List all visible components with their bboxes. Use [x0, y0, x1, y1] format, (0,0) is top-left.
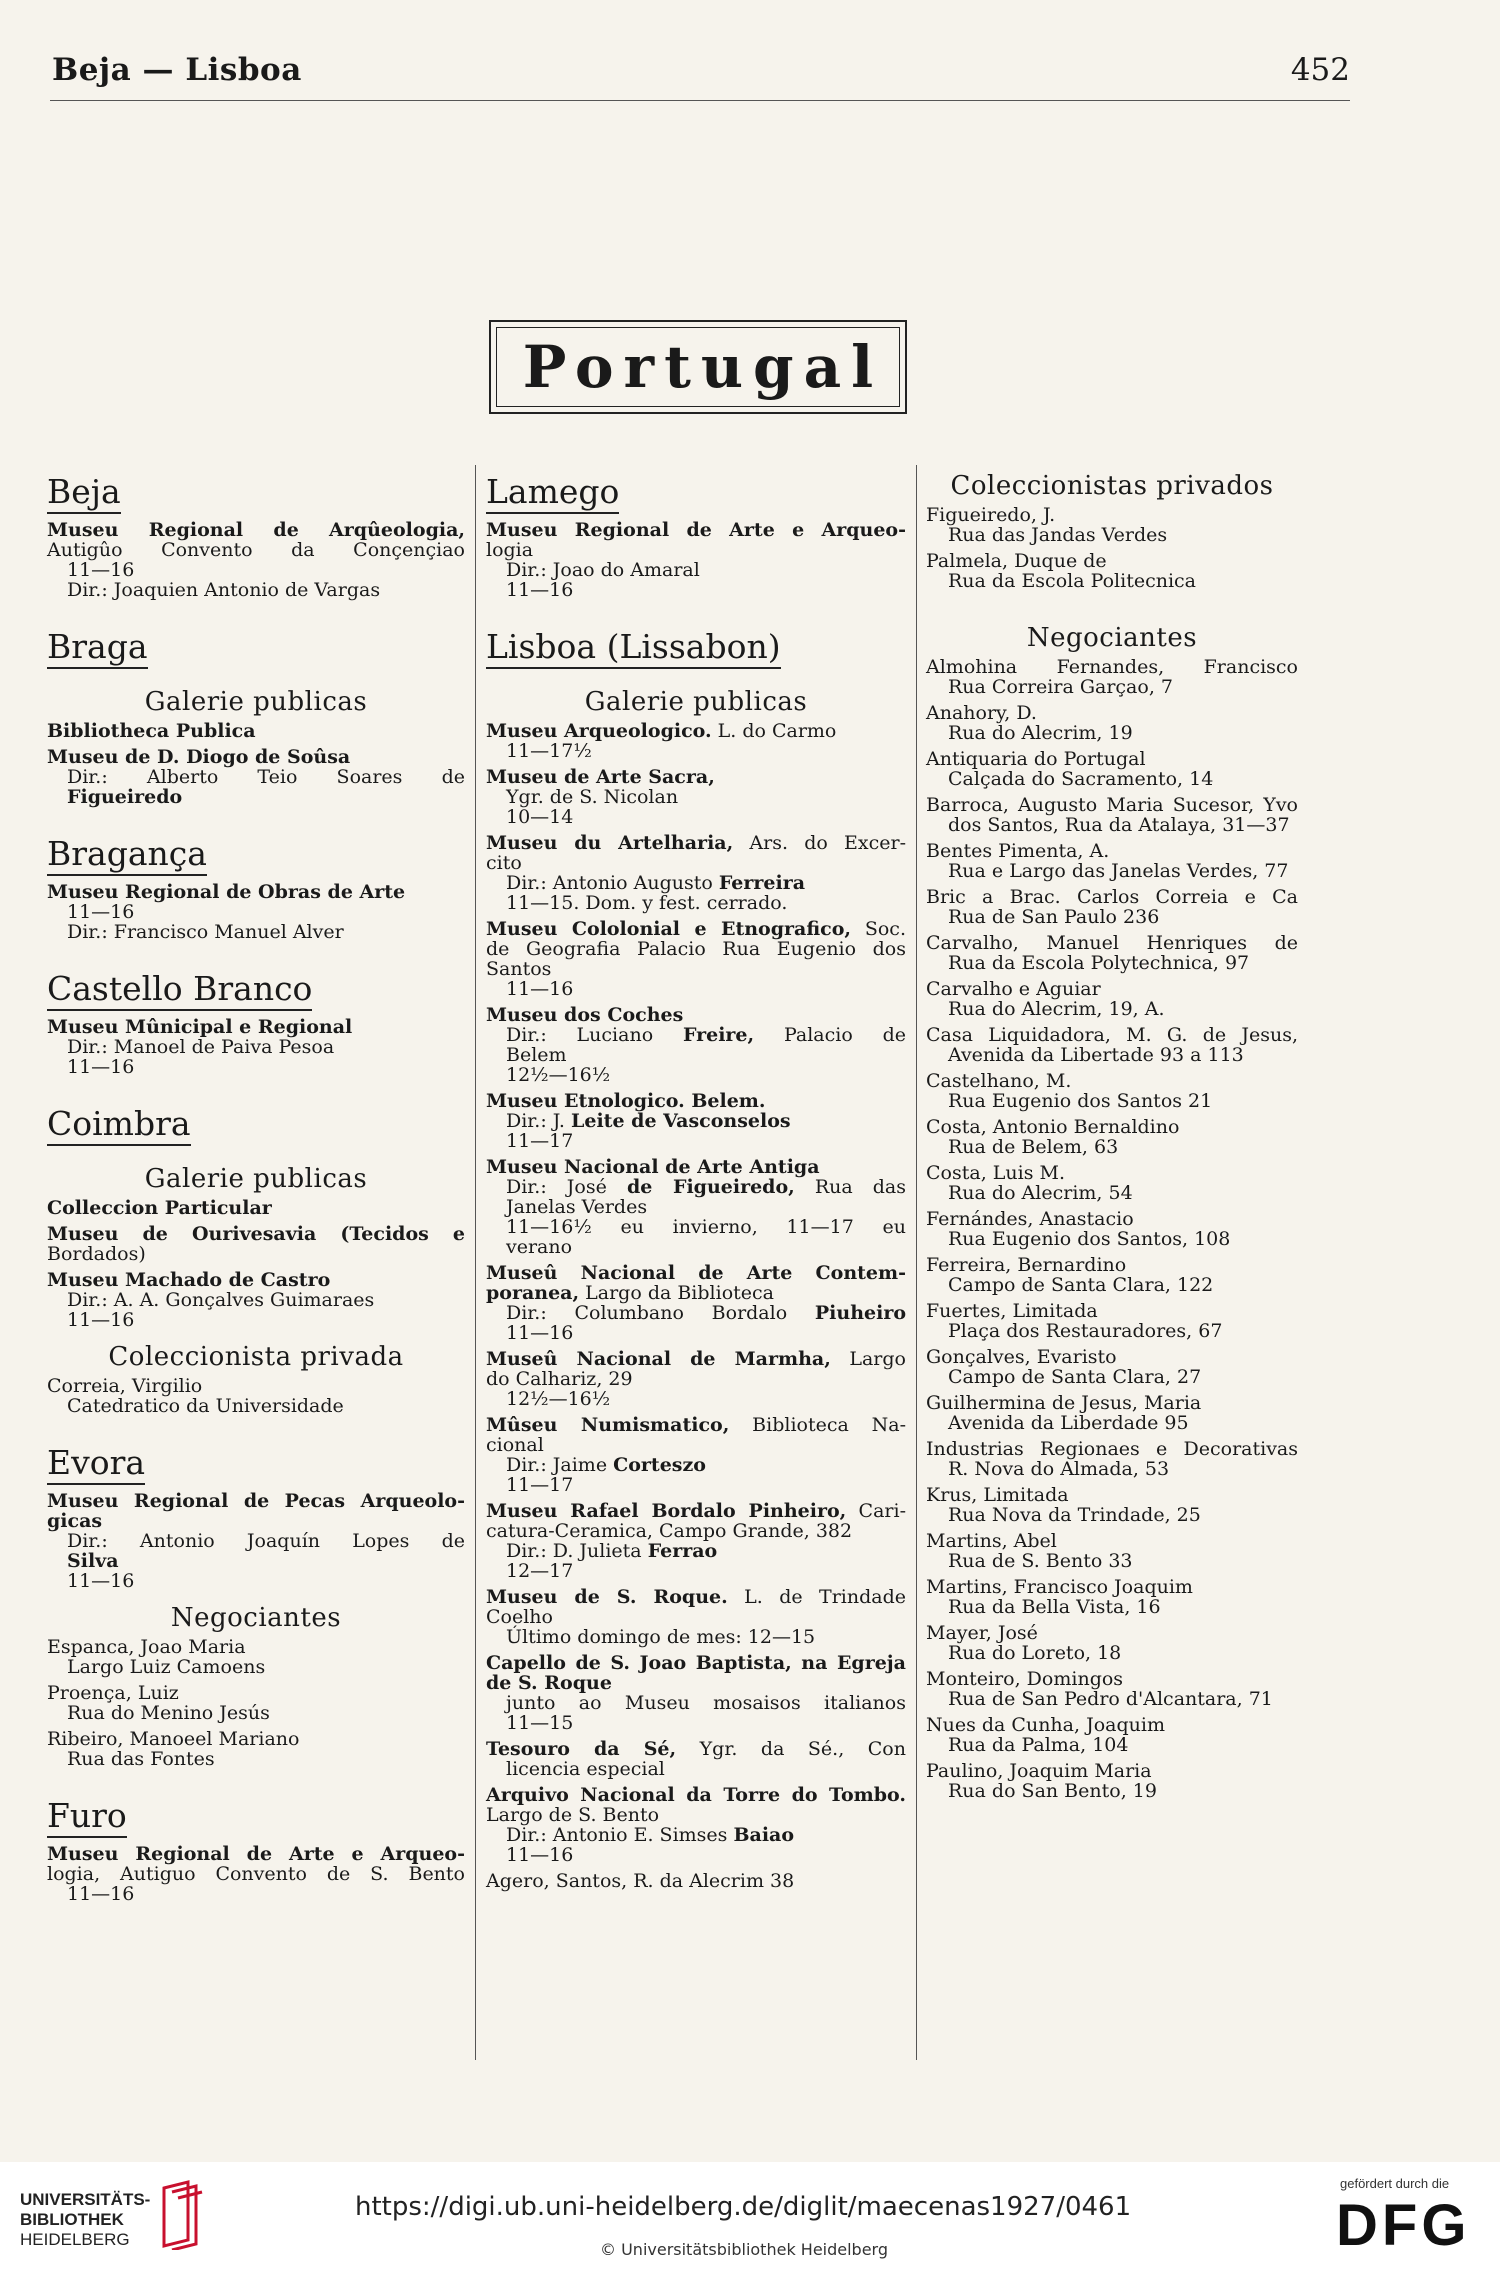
entry-line: de Geografia Palacio Rua Eugenio dos: [486, 938, 906, 960]
entry: [486, 833, 906, 913]
entry: [47, 1637, 465, 1677]
list-item: [926, 551, 1298, 591]
list-item: [926, 1163, 1298, 1203]
entry: [47, 1376, 465, 1416]
entry-line: 11—16: [67, 559, 135, 581]
list-item: [926, 1393, 1298, 1433]
entry-name: Gonçalves, Evaristo: [926, 1346, 1117, 1368]
entry-line: Ribeiro, Manoeel Mariano: [47, 1728, 300, 1750]
entry-line: Rua das Fontes: [67, 1748, 215, 1770]
section-heading: Galerie publicas: [144, 1164, 368, 1194]
entry-name: Carvalho, Manuel Henriques de: [926, 932, 1298, 954]
city-heading-evora: Evora: [47, 1444, 145, 1485]
entry-address: Campo de Santa Clara, 27: [948, 1366, 1202, 1388]
entry-address: Rua do Alecrim, 54: [948, 1182, 1133, 1204]
entry-text: Biblioteca Na-: [729, 1414, 907, 1436]
funding-note: gefördert durch die: [1340, 2176, 1450, 2191]
entry-address: Rua do San Bento, 19: [948, 1780, 1157, 1802]
entry-line: Autigûo Convento da Conçençiao: [47, 539, 465, 561]
entry: [486, 1871, 906, 1891]
entry: [486, 1501, 906, 1581]
entry-text: Largo da Biblioteca: [579, 1282, 774, 1304]
library-logo-icon: [158, 2180, 204, 2250]
entry-address: Plaça dos Restauradores, 67: [948, 1320, 1223, 1342]
entry-line: Dir.: Manoel de Paiva Pesoa: [67, 1036, 335, 1058]
entry-line: Figueiredo: [67, 786, 183, 808]
entry-name: Bentes Pimenta, A.: [926, 840, 1110, 862]
list-item: [926, 933, 1298, 973]
entry-line: Último domingo de mes: 12—15: [506, 1626, 816, 1648]
entry-name: Castelhano, M.: [926, 1070, 1072, 1092]
entry-line: Silva: [67, 1550, 119, 1572]
entry-line: Largo de S. Bento: [486, 1804, 660, 1826]
entry-name: Martins, Francisco Joaquim: [926, 1576, 1193, 1598]
entry-address: Rua da Escola Politecnica: [948, 570, 1196, 592]
entry-name: Almohina Fernandes, Francisco: [926, 656, 1298, 678]
entry-text: Dir.: Antonio E. Simses: [506, 1824, 734, 1846]
entry-text: Dir.: José: [506, 1176, 627, 1198]
entry-line: Dir.: Joaquien Antonio de Vargas: [67, 579, 381, 601]
entry-address: Rua do Alecrim, 19: [948, 722, 1133, 744]
entry-beja-museu: [47, 520, 465, 600]
city-heading-lamego: Lamego: [486, 473, 619, 514]
list-item: [926, 1669, 1298, 1709]
entry-line: Museu de Arte Sacra,: [486, 766, 715, 788]
entry: [47, 747, 465, 807]
entry: [486, 767, 906, 827]
entry-name: Guilhermina de Jesus, Maria: [926, 1392, 1202, 1414]
entry-address: Rua Correira Garçao, 7: [948, 676, 1173, 698]
entry-address: Rua Eugenio dos Santos, 108: [948, 1228, 1231, 1250]
entry-line: Museu Regional de Arqûeologia,: [47, 519, 465, 541]
entry-text: Dir.: J.: [506, 1110, 572, 1132]
column-rule-2: [916, 465, 917, 2060]
entry-line: Museu Regional de Obras de Arte: [47, 881, 406, 903]
entry-line: Museu de D. Diogo de Soûsa: [47, 746, 351, 768]
entry: [47, 721, 465, 741]
city-heading-castello-branco: Castello Branco: [47, 970, 312, 1011]
entry-name: Krus, Limitada: [926, 1484, 1069, 1506]
list-item: [926, 1071, 1298, 1111]
entry-address: Rua de S. Bento 33: [948, 1550, 1133, 1572]
entry-line: 11—17: [506, 1474, 574, 1496]
entry-line: Coelho: [486, 1606, 553, 1628]
city-heading-furo: Furo: [47, 1797, 127, 1838]
column-middle: [486, 465, 906, 1897]
entry-text: L. do Carmo: [711, 720, 837, 742]
entry-text: Museu Arqueologico.: [486, 720, 712, 742]
entry-name: Costa, Antonio Bernaldino: [926, 1116, 1180, 1138]
entry-line: 11—16: [506, 978, 574, 1000]
entry-line: Agero, Santos, R. da Alecrim 38: [486, 1870, 795, 1892]
entry: [486, 520, 906, 600]
entry-address: Avenida da Liberdade 95: [948, 1412, 1189, 1434]
entry-name: Mayer, José: [926, 1622, 1038, 1644]
viewer-footer: [0, 2162, 1500, 2270]
section-heading: Coleccionistas privados: [950, 471, 1274, 501]
entry-line: Correia, Virgilio: [47, 1375, 203, 1397]
library-name-line: UNIVERSITÄTS-: [20, 2190, 151, 2209]
entry-text: Cari-: [846, 1500, 906, 1522]
entry-line: Janelas Verdes: [506, 1196, 648, 1218]
entry-line: cito: [486, 852, 522, 874]
entry-line: Museu Regional de Arte e Arqueo-: [486, 519, 906, 541]
entry-line: Dir.: Alberto Teio Soares de: [67, 766, 465, 788]
entry-text: Tesouro da Sé,: [486, 1738, 677, 1760]
list-item: [926, 1485, 1298, 1525]
entry-line: catura-Ceramica, Campo Grande, 382: [486, 1520, 853, 1542]
entry-name: Nues da Cunha, Joaquim: [926, 1714, 1165, 1736]
entry-text: Freire,: [682, 1024, 755, 1046]
list-item: [926, 887, 1298, 927]
entry-address: dos Santos, Rua da Atalaya, 31—37: [948, 814, 1290, 836]
entry-text: Ygr. da Sé., Con: [676, 1738, 906, 1760]
entry-text: Dir.: Columbano Bordalo: [506, 1302, 815, 1324]
entry: [486, 721, 906, 761]
entry-address: Rua da Palma, 104: [948, 1734, 1129, 1756]
entry-line: 11—16: [506, 1322, 574, 1344]
column-left: [47, 465, 465, 1910]
list-item: [926, 1531, 1298, 1571]
list-item: [926, 841, 1298, 881]
entry-name: Fernándes, Anastacio: [926, 1208, 1134, 1230]
entry-line: do Calhariz, 29: [486, 1368, 633, 1390]
entry-line: 11—17½: [506, 740, 592, 762]
list-item: [926, 795, 1298, 835]
entry-name: Anahory, D.: [926, 702, 1037, 724]
entry-address: Rua das Jandas Verdes: [948, 524, 1168, 546]
entry-line: 10—14: [506, 806, 574, 828]
entry-line: 12½—16½: [506, 1064, 611, 1086]
entry-line: Dir.: Francisco Manuel Alver: [67, 921, 344, 943]
entry-text: Museû Nacional de Marmha,: [486, 1348, 831, 1370]
city-heading-braga: Braga: [47, 628, 148, 669]
entry: [47, 1198, 465, 1218]
entry-address: Avenida da Libertade 93 a 113: [948, 1044, 1244, 1066]
entry: [486, 1587, 906, 1647]
entry-line: logia, Autiguo Convento de S. Bento: [47, 1863, 465, 1885]
list-item: [926, 1117, 1298, 1157]
entry: [47, 882, 465, 942]
library-name: [20, 2190, 150, 2250]
collectors-list: [926, 505, 1298, 591]
entry-line: Museu Regional de Arte e Arqueo-: [47, 1843, 465, 1865]
entry-line: 11—15. Dom. y fest. cerrado.: [506, 892, 788, 914]
entry-line: Colleccion Particular: [47, 1197, 272, 1219]
entry-line: 12—17: [506, 1560, 574, 1582]
entry-text: Piuheiro: [814, 1302, 906, 1324]
entry-line: Largo Luiz Camoens: [67, 1656, 266, 1678]
entry-address: Rua da Bella Vista, 16: [948, 1596, 1161, 1618]
city-heading-braganca: Bragança: [47, 835, 207, 876]
entry-line: Museu Machado de Castro: [47, 1269, 331, 1291]
entry-line: 11—15: [506, 1712, 574, 1734]
list-item: [926, 703, 1298, 743]
entry-line: Espanca, Joao Maria: [47, 1636, 246, 1658]
entry-text: L. de Trindade: [727, 1586, 906, 1608]
entry-address: Calçada do Sacramento, 14: [948, 768, 1214, 790]
entry-address: R. Nova do Almada, 53: [948, 1458, 1170, 1480]
entry-line: Ygr. de S. Nicolan: [506, 786, 679, 808]
entry: [486, 1349, 906, 1409]
entry-line: Museu dos Coches: [486, 1004, 684, 1026]
entry-name: Fuertes, Limitada: [926, 1300, 1098, 1322]
entry-name: Costa, Luis M.: [926, 1162, 1065, 1184]
dfg-logo: DFG: [1336, 2193, 1471, 2258]
entry-name: Industrias Regionaes e Decorativas: [926, 1438, 1298, 1460]
entry-name: Carvalho e Aguiar: [926, 978, 1101, 1000]
entry-line: cional: [486, 1434, 544, 1456]
entry-text: Museu du Artelharia,: [486, 832, 734, 854]
entry-text: Dir.: Luciano: [506, 1024, 683, 1046]
list-item: [926, 979, 1298, 1019]
entry: [47, 1683, 465, 1723]
entry-text: Palacio de: [754, 1024, 906, 1046]
entry-text: Museu de S. Roque.: [486, 1586, 728, 1608]
city-name: Lisboa: [486, 627, 597, 666]
entry: [486, 1157, 906, 1257]
entry-text: Ferreira: [718, 872, 806, 894]
entry-address: Rua do Alecrim, 19, A.: [948, 998, 1165, 1020]
column-right: [926, 465, 1298, 1807]
list-item: [926, 1623, 1298, 1663]
entry-address: Rua da Escola Polytechnica, 97: [948, 952, 1250, 974]
list-item: [926, 1577, 1298, 1617]
entry-name: Barroca, Augusto Maria Sucesor, Yvo: [926, 794, 1298, 816]
entry-line: Museu Regional de Pecas Arqueolo-: [47, 1490, 465, 1512]
entry: [47, 1491, 465, 1591]
entry-line: de S. Roque: [486, 1672, 612, 1694]
entry-line: Museû Nacional de Arte Contem-: [486, 1262, 906, 1284]
library-name-line: HEIDELBERG: [20, 2230, 130, 2249]
entry-line: Dir.: Antonio Joaquín Lopes de: [67, 1530, 465, 1552]
running-header: [50, 52, 1350, 101]
entry: [486, 1415, 906, 1495]
list-item: [926, 1209, 1298, 1249]
entry-line: 11—16½ eu invierno, 11—17 eu: [506, 1216, 906, 1238]
city-heading-coimbra: Coimbra: [47, 1105, 191, 1146]
entry-line: Proença, Luiz: [47, 1682, 179, 1704]
entry-address: Rua de San Pedro d'Alcantara, 71: [948, 1688, 1273, 1710]
library-name-line: BIBLIOTHEK: [20, 2210, 124, 2229]
title-inner-frame: [496, 327, 900, 407]
list-item: [926, 749, 1298, 789]
entry-address: Rua Nova da Trindade, 25: [948, 1504, 1201, 1526]
header-title: Beja — Lisboa: [52, 52, 302, 88]
entry-text: Rua das: [794, 1176, 906, 1198]
entry: [486, 1653, 906, 1733]
entry-text: Dir.: D. Julieta: [506, 1540, 648, 1562]
list-item: [926, 1761, 1298, 1801]
entry-line: Rua do Menino Jesús: [67, 1702, 270, 1724]
section-heading: Negociantes: [1026, 623, 1198, 653]
entry-name: Antiquaria do Portugal: [926, 748, 1146, 770]
entry-line: Capello de S. Joao Baptista, na Egreja: [486, 1652, 906, 1674]
entry: [47, 1844, 465, 1904]
entry-line: Catedratico da Universidade: [67, 1395, 344, 1417]
entry-line: Museu Etnologico. Belem.: [486, 1090, 766, 1112]
city-heading-lisboa: [486, 628, 781, 669]
entry-line: junto ao Museu mosaisos italianos: [506, 1692, 906, 1714]
entry-line: licencia especial: [506, 1758, 665, 1780]
entry-text: Ferrao: [647, 1540, 718, 1562]
entry-address: Campo de Santa Clara, 122: [948, 1274, 1214, 1296]
entry: [47, 1729, 465, 1769]
entry-line: Museu de Ourivesavia (Tecidos e: [47, 1223, 465, 1245]
entry-line: Museu Mûnicipal e Regional: [47, 1016, 353, 1038]
entry-text: Museu Rafael Bordalo Pinheiro,: [486, 1500, 847, 1522]
list-item: [926, 505, 1298, 545]
entry: [47, 1224, 465, 1264]
list-item: [926, 1025, 1298, 1065]
city-alt-name: (Lissabon): [596, 627, 781, 666]
entry-text: Baiao: [733, 1824, 795, 1846]
entry-line: 11—16: [67, 1883, 135, 1905]
entry: [486, 1785, 906, 1865]
list-item: [926, 1301, 1298, 1341]
entry-name: Martins, Abel: [926, 1530, 1057, 1552]
entry-line: verano: [506, 1236, 573, 1258]
entry-text: Soc.: [851, 918, 906, 940]
entry-name: Bric a Brac. Carlos Correia e Ca: [926, 886, 1298, 908]
entry-line: Belem: [506, 1044, 567, 1066]
entry-text: de Figueiredo,: [626, 1176, 795, 1198]
entry-address: Rua do Loreto, 18: [948, 1642, 1122, 1664]
entry: [486, 1091, 906, 1151]
dealers-list: [926, 657, 1298, 1801]
entry-line: 11—16: [67, 901, 135, 923]
entry: [486, 1005, 906, 1085]
entry-line: Arquivo Nacional da Torre do Tombo.: [486, 1784, 906, 1806]
entry-line: Bibliotheca Publica: [47, 720, 256, 742]
entry-text: Mûseu Numismatico,: [486, 1414, 730, 1436]
list-item: [926, 1347, 1298, 1387]
section-heading: Coleccionista privada: [108, 1342, 404, 1372]
list-item: [926, 1255, 1298, 1295]
entry-address: Rua e Largo das Janelas Verdes, 77: [948, 860, 1289, 882]
page-number: 452: [1290, 52, 1350, 88]
title-frame: [489, 320, 907, 414]
entry-line: 11—16: [67, 1570, 135, 1592]
city-heading-beja: Beja: [47, 473, 121, 514]
entry-line: Dir.: Joao do Amaral: [506, 559, 700, 581]
entry-name: Ferreira, Bernardino: [926, 1254, 1127, 1276]
entry-line: 12½—16½: [506, 1388, 611, 1410]
list-item: [926, 657, 1298, 697]
entry-text: Corteszo: [613, 1454, 706, 1476]
entry-line: 11—16: [67, 1309, 135, 1331]
list-item: [926, 1715, 1298, 1755]
section-heading: Galerie publicas: [144, 687, 368, 717]
section-heading: Galerie publicas: [584, 687, 808, 717]
entry-text: Museu Cololonial e Etnografico,: [486, 918, 851, 940]
list-item: [926, 1439, 1298, 1479]
entry-line: Dir.: A. A. Gonçalves Guimaraes: [67, 1289, 375, 1311]
entry-name: Monteiro, Domingos: [926, 1668, 1124, 1690]
entry-line: Museu Nacional de Arte Antiga: [486, 1156, 820, 1178]
entry-text: Dir.: Antonio Augusto: [506, 872, 719, 894]
column-rule-1: [475, 465, 476, 2060]
entry-line: 11—16: [67, 1056, 135, 1078]
entry-address: Rua Eugenio dos Santos 21: [948, 1090, 1213, 1112]
entry-text: Dir.: Jaime: [506, 1454, 614, 1476]
entry-text: Leite de Vasconselos: [571, 1110, 791, 1132]
entry-address: Rua de Belem, 63: [948, 1136, 1119, 1158]
entry-text: poranea,: [486, 1282, 580, 1304]
entry-line: logia: [486, 539, 534, 561]
entry: [47, 1017, 465, 1077]
entry: [47, 1270, 465, 1330]
section-heading: Negociantes: [170, 1603, 342, 1633]
entry-name: Casa Liquidadora, M. G. de Jesus,: [926, 1024, 1298, 1046]
entry-name: Figueiredo, J.: [926, 504, 1056, 526]
entry-line: 11—16: [506, 1844, 574, 1866]
entry-name: Palmela, Duque de: [926, 550, 1107, 572]
entry: [486, 1739, 906, 1779]
entry-text: Largo: [830, 1348, 906, 1370]
entry-line: Santos: [486, 958, 552, 980]
entry-line: Bordados): [47, 1243, 146, 1265]
entry: [486, 1263, 906, 1343]
copyright-notice: © Universitätsbibliothek Heidelberg: [600, 2240, 889, 2259]
entry-line: 11—17: [506, 1130, 574, 1152]
entry-address: Rua de San Paulo 236: [948, 906, 1160, 928]
page-title: Portugal: [522, 333, 884, 401]
entry: [486, 919, 906, 999]
entry-text: Ars. do Excer-: [733, 832, 906, 854]
permalink-url[interactable]: https://digi.ub.uni-heidelberg.de/diglit/maecenas1927/0461: [355, 2192, 1132, 2222]
entry-name: Paulino, Joaquim Maria: [926, 1760, 1152, 1782]
entry-line: gicas: [47, 1510, 103, 1532]
entry-line: 11—16: [506, 579, 574, 601]
